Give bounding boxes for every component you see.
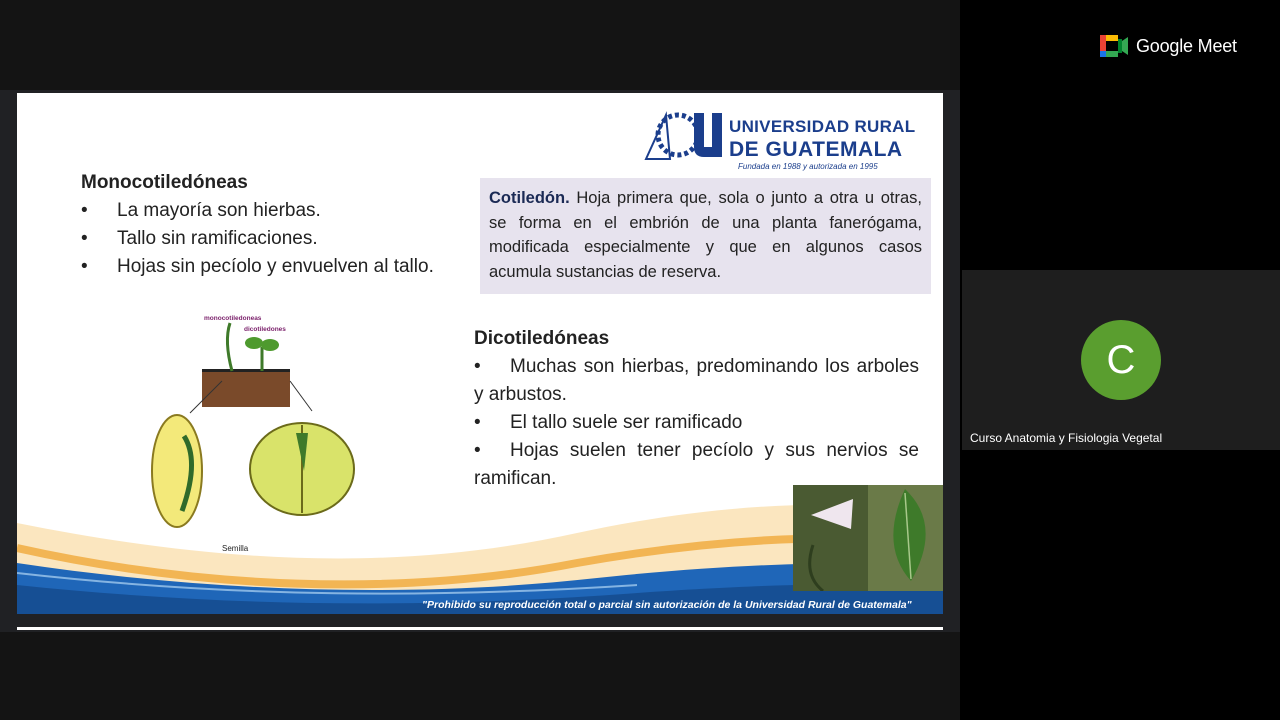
mono-seed-section — [152, 415, 202, 527]
monocot-title: Monocotiledóneas — [81, 172, 248, 193]
soil-block — [202, 371, 290, 407]
university-logo — [644, 107, 916, 171]
copyright-notice: "Prohibido su reproducción total o parcial sin autorización de la Universidad Rural de Guatemala" — [422, 599, 912, 611]
slide-bottom-line — [17, 627, 943, 630]
participant-tile[interactable] — [962, 270, 1280, 450]
logo-line-1: UNIVERSIDAD RURAL — [729, 117, 916, 136]
google-meet-icon — [1100, 35, 1128, 57]
logo-line-3: Fundada en 1988 y autorizada en 1995 — [738, 162, 878, 171]
cotiledon-definition-text: Hoja primera que, sola o junto a otra u otras, se forma en el embrión de una planta fanerógama, modificada especialmente y que en algunos casos acumula sustancias de reserva. — [489, 189, 922, 281]
avatar: C — [1081, 320, 1161, 400]
participant-name: Curso Anatomia y Fisiologia Vegetal — [970, 431, 1163, 445]
plant-photo — [793, 485, 943, 591]
seed-diagram — [112, 311, 372, 556]
soil-surface — [202, 369, 290, 372]
list-item-text: Hojas sin pecíolo y envuelven al tallo. — [117, 256, 434, 277]
monocot-list — [81, 197, 481, 281]
mono-seedling — [227, 323, 232, 371]
list-item — [81, 197, 481, 225]
list-item — [474, 409, 919, 437]
bullet-glyph: • — [474, 412, 481, 433]
list-item-text: El tallo suele ser ramificado — [510, 412, 743, 433]
diagram-label-seed: Semilla — [222, 544, 249, 553]
dicot-title: Dicotiledóneas — [474, 328, 610, 349]
list-item — [81, 225, 481, 253]
list-item-text: La mayoría son hierbas. — [117, 200, 321, 221]
list-item-text: Muchas son hierbas, predominando los arboles y arbustos. — [474, 356, 919, 405]
cotiledon-term: Cotiledón. — [489, 189, 570, 207]
stage-top-band — [0, 0, 960, 90]
cotiledon-definition-box — [480, 178, 931, 294]
dico-leaf-right — [261, 339, 279, 351]
bullet-glyph: • — [474, 356, 481, 377]
cotiledon-definition — [489, 186, 922, 284]
list-item-text: Tallo sin ramificaciones. — [117, 228, 318, 249]
bullet-glyph: • — [474, 440, 481, 461]
university-emblem-icon — [644, 107, 724, 163]
list-item — [81, 253, 481, 281]
list-item — [474, 353, 919, 409]
google-meet-label: Google Meet — [1136, 35, 1237, 56]
bullet-glyph: • — [81, 256, 88, 277]
bullet-glyph: • — [81, 228, 88, 249]
dico-leaf-left — [245, 337, 263, 349]
diagram-label-mono: monocotiledoneas — [204, 315, 262, 322]
flower-and-leaf-image — [793, 485, 943, 591]
presented-slide — [17, 93, 943, 614]
logo-line-2: DE GUATEMALA — [729, 138, 903, 161]
diagram-label-dico: dicotiledones — [244, 326, 286, 333]
dicot-list — [474, 353, 919, 493]
list-item-text: Hojas suelen tener pecíolo y sus nervios se ramifican. — [474, 440, 919, 489]
bullet-glyph: • — [81, 200, 88, 221]
google-meet-brand — [1100, 35, 1237, 57]
stage-bottom-band — [0, 632, 960, 720]
